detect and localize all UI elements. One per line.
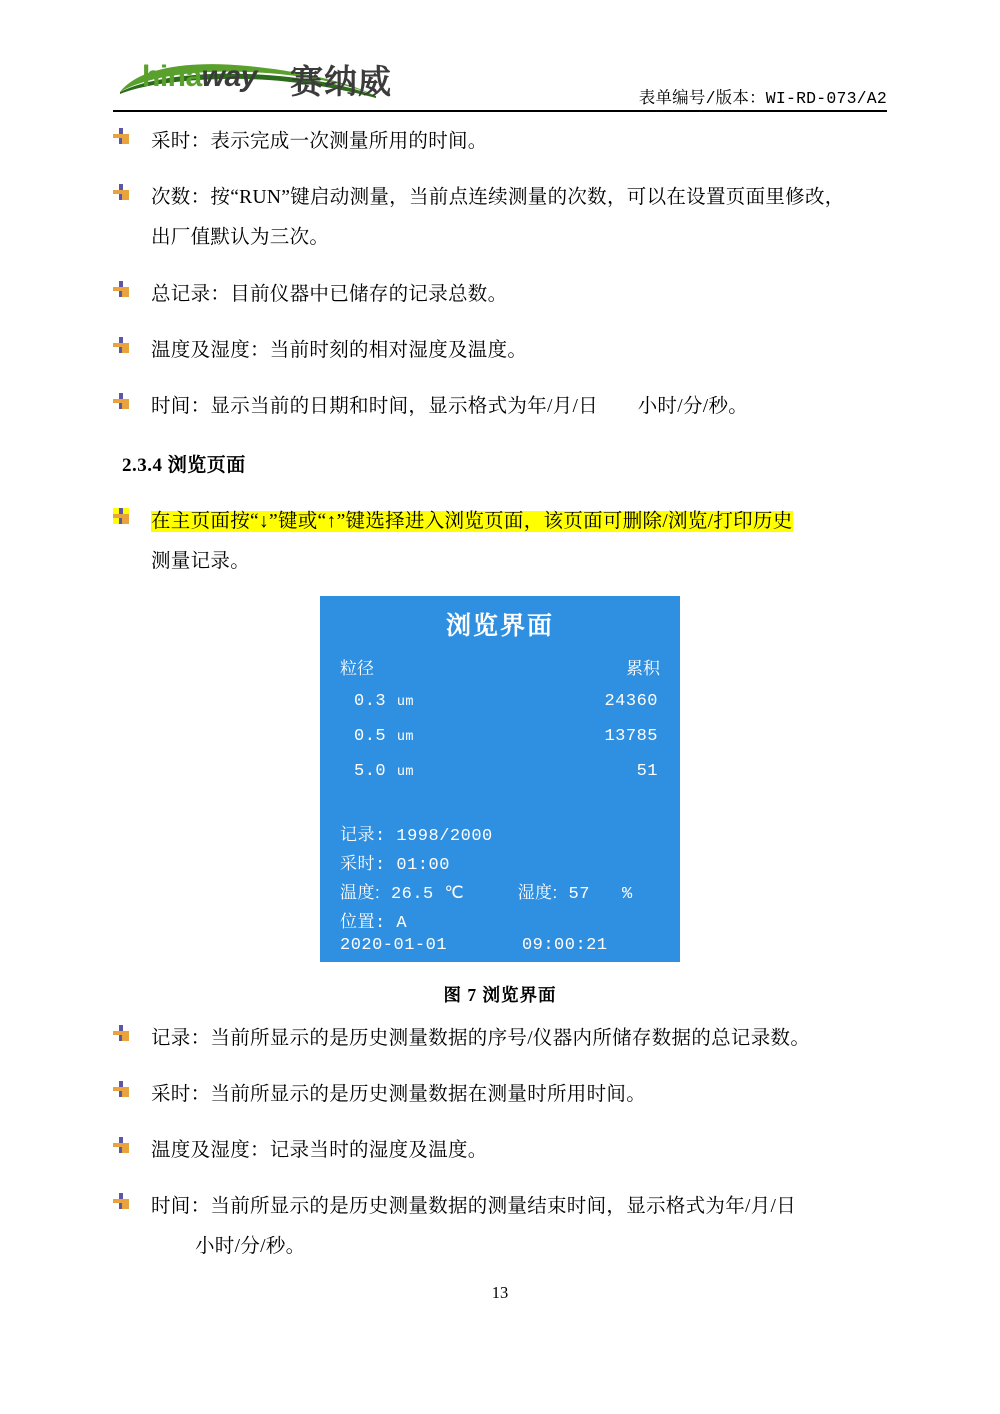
table-row-size bbox=[354, 762, 414, 781]
logo-chinese-name: 赛纳威 bbox=[290, 63, 392, 100]
cross-bullet-icon bbox=[113, 1137, 129, 1153]
list-item-label bbox=[151, 178, 845, 258]
list-item-label: 采时：表示完成一次测量所用的时间。 bbox=[151, 131, 488, 152]
list-item bbox=[113, 275, 913, 315]
list-item-line2: 小时/分/秒。 bbox=[195, 1236, 306, 1257]
size-value: 0.3 bbox=[354, 692, 387, 711]
sample-time-line: 采时: 01:00 bbox=[340, 856, 450, 875]
logo-text-part1: hina bbox=[142, 60, 202, 93]
humidity-label: 湿度: bbox=[517, 883, 558, 902]
record-line: 记录: 1998/2000 bbox=[340, 827, 493, 846]
list-item-highlighted bbox=[113, 502, 953, 582]
list-item-label: 总记录：目前仪器中已储存的记录总数。 bbox=[151, 284, 508, 305]
logo-text bbox=[142, 60, 257, 94]
list-item-label: 时间：显示当前的日期和时间，显示格式为年/月/日 小时/分/秒。 bbox=[151, 396, 749, 417]
cross-bullet-icon bbox=[113, 1193, 129, 1209]
device-screen-title: 浏览界面 bbox=[445, 612, 554, 640]
list-item-line2: 出厂值默认为三次。 bbox=[151, 227, 330, 248]
list-item-label: 温度及湿度：当前时刻的相对湿度及温度。 bbox=[151, 340, 528, 361]
list-item-line1: 时间：当前所显示的是历史测量数据的测量结束时间，显示格式为年/月/日 bbox=[151, 1196, 797, 1217]
list-item bbox=[113, 1075, 973, 1115]
size-unit: um bbox=[396, 695, 415, 710]
column-header-particle-size: 粒径 bbox=[340, 659, 374, 678]
list-item-label: 记录：当前所显示的是历史测量数据的序号/仪器内所储存数据的总记录数。 bbox=[151, 1028, 811, 1049]
cross-bullet-icon bbox=[113, 1081, 129, 1097]
size-unit: um bbox=[396, 730, 415, 745]
device-screen-browse-interface bbox=[320, 596, 680, 962]
datetime-line bbox=[340, 936, 608, 955]
temperature-value: 26.5 bbox=[390, 885, 434, 904]
table-row-count: 13785 bbox=[604, 727, 658, 746]
cross-bullet-icon bbox=[113, 1025, 129, 1041]
list-item bbox=[113, 331, 913, 371]
location-line: 位置: A bbox=[340, 914, 408, 933]
table-row-size bbox=[354, 692, 414, 711]
list-item-label: 温度及湿度：记录当时的湿度及温度。 bbox=[151, 1140, 488, 1161]
list-item bbox=[113, 178, 913, 258]
temperature-label: 温度: bbox=[340, 883, 381, 902]
logo-text-part2: way bbox=[201, 60, 257, 93]
size-value: 0.5 bbox=[354, 727, 387, 746]
table-row-count: 24360 bbox=[604, 692, 658, 711]
time-value: 09:00:21 bbox=[521, 936, 608, 955]
list-item-line1: 在主页面按“↓”键或“↑”键选择进入浏览页面，该页面可删除/浏览/打印历史 bbox=[151, 511, 793, 532]
cross-bullet-icon bbox=[113, 128, 129, 144]
page-header bbox=[0, 0, 1000, 112]
page-number: 13 bbox=[491, 1283, 509, 1302]
cross-bullet-icon bbox=[113, 281, 129, 297]
header-divider bbox=[113, 110, 887, 112]
cross-bullet-icon bbox=[113, 508, 129, 524]
list-item bbox=[113, 1131, 973, 1171]
humidity-value: 57 bbox=[568, 885, 590, 904]
list-item bbox=[113, 1019, 973, 1059]
date-value: 2020-01-01 bbox=[340, 936, 448, 955]
figure-caption: 图 7 浏览界面 bbox=[443, 985, 557, 1005]
list-item-label bbox=[151, 502, 793, 582]
table-row-count: 51 bbox=[636, 762, 658, 781]
cross-bullet-icon bbox=[113, 337, 129, 353]
size-value: 5.0 bbox=[354, 762, 387, 781]
humidity-unit: % bbox=[622, 885, 633, 904]
list-item bbox=[113, 122, 913, 162]
list-item bbox=[113, 387, 943, 427]
section-heading: 2.3.4 浏览页面 bbox=[122, 455, 246, 476]
form-code: 表单编号/版本：WI-RD-073/A2 bbox=[638, 89, 887, 108]
cross-bullet-icon bbox=[113, 184, 129, 200]
list-item-line1: 次数：按“RUN”键启动测量，当前点连续测量的次数，可以在设置页面里修改， bbox=[151, 187, 845, 208]
temperature-humidity-line bbox=[340, 878, 633, 904]
table-row-size bbox=[354, 727, 414, 746]
size-unit: um bbox=[396, 765, 415, 780]
list-item-label: 采时：当前所显示的是历史测量数据在测量时所用时间。 bbox=[151, 1084, 647, 1105]
list-item-line2: 测量记录。 bbox=[151, 551, 251, 572]
cross-bullet-icon bbox=[113, 393, 129, 409]
column-header-cumulative: 累积 bbox=[626, 659, 660, 678]
list-item bbox=[113, 1187, 973, 1267]
list-item-label bbox=[151, 1187, 796, 1267]
temperature-unit: ℃ bbox=[444, 885, 465, 904]
